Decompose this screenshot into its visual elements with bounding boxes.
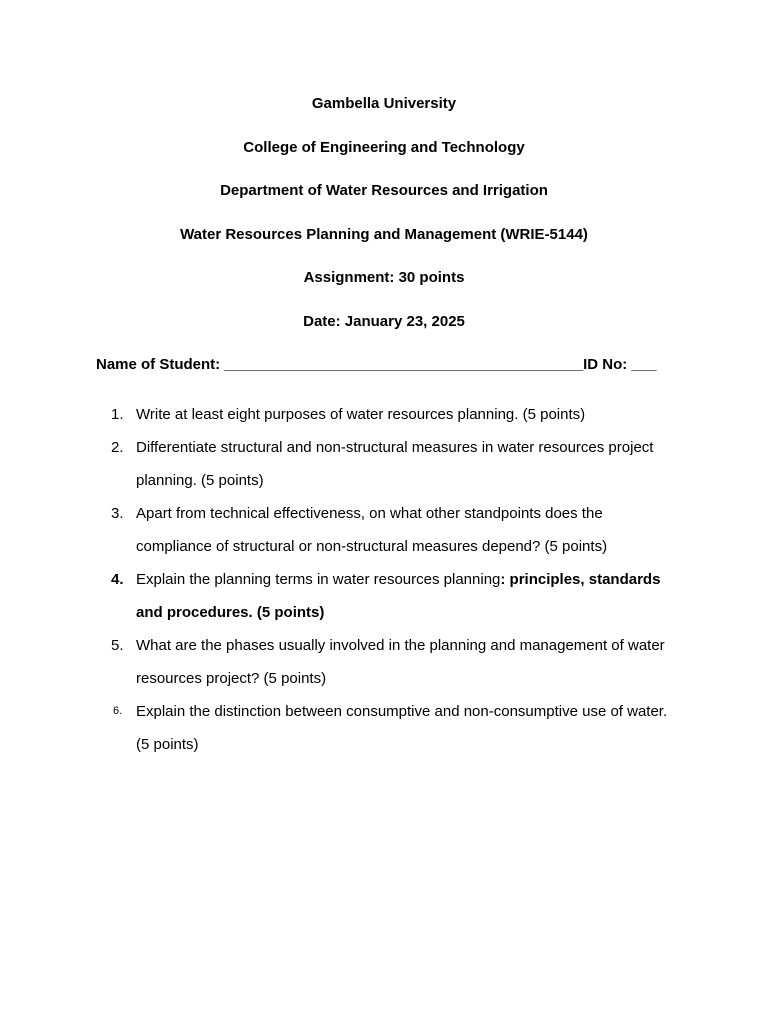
student-info-row bbox=[96, 355, 676, 375]
question-list bbox=[96, 398, 676, 761]
department-name: Department of Water Resources and Irrigation bbox=[220, 182, 548, 199]
question-number: 3. bbox=[111, 505, 124, 522]
college-name: College of Engineering and Technology bbox=[243, 139, 525, 156]
assignment-points: Assignment: 30 points bbox=[303, 269, 465, 286]
question-text: Explain the planning terms in water resources planning bbox=[136, 571, 501, 588]
question-item bbox=[96, 398, 676, 431]
question-text: What are the phases usually involved in the planning and management of water resources project? (5 points) bbox=[136, 637, 665, 687]
question-text: Apart from technical effectiveness, on what other standpoints does the compliance of structural or non-structural measures depend? (5 points) bbox=[136, 505, 608, 555]
student-id-label: ID No: ___ bbox=[583, 356, 657, 373]
question-text: Explain the distinction between consumptive and non-consumptive use of water. (5 points) bbox=[136, 703, 668, 753]
course-title: Water Resources Planning and Management (WRIE-5144) bbox=[180, 226, 588, 243]
question-number: 6. bbox=[113, 705, 123, 717]
question-bold-text: : principles, standards and procedures. (5 points) bbox=[136, 571, 661, 621]
question-number: 1. bbox=[111, 406, 124, 423]
question-item bbox=[96, 431, 676, 497]
question-text: Differentiate structural and non-structural measures in water resources project planning. (5 points) bbox=[136, 439, 654, 489]
student-name-label: Name of Student: ___________________________________________ bbox=[96, 356, 584, 373]
question-item bbox=[96, 563, 676, 629]
university-name: Gambella University bbox=[311, 95, 457, 112]
assignment-date: Date: January 23, 2025 bbox=[303, 313, 465, 330]
question-number: 4. bbox=[111, 571, 124, 588]
question-item bbox=[96, 497, 676, 563]
question-item bbox=[96, 695, 676, 761]
question-text: Write at least eight purposes of water resources planning. (5 points) bbox=[136, 406, 586, 423]
question-item bbox=[96, 629, 676, 695]
question-number: 2. bbox=[111, 439, 124, 456]
question-number: 5. bbox=[111, 637, 124, 654]
